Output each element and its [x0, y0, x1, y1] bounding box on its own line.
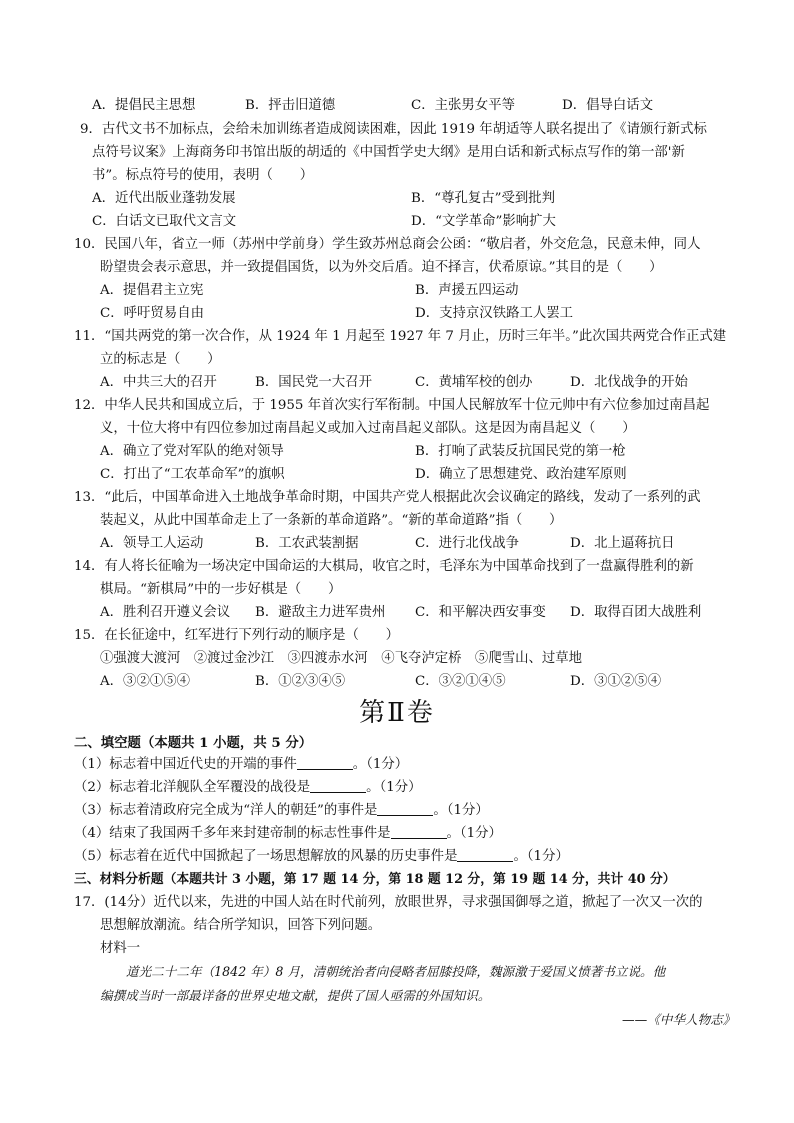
q15-option-a: A．③②①⑤④: [100, 674, 191, 689]
q13-stem-line-2: 装起义，从此中国革命走上了一条新的革命道路”。“新的革命道路”指（ ）: [100, 513, 563, 528]
q14-option-c: C．和平解决西安事变: [415, 605, 546, 620]
fill-heading: 二、填空题（本题共 1 小题，共 5 分）: [74, 735, 313, 751]
material-source: ——《中华人物志》: [622, 1012, 736, 1027]
q9-option-d: D．“文学革命”影响扩大: [411, 214, 556, 229]
fill-item-2: [74, 778, 422, 798]
q8-option-a: A．提倡民主思想: [92, 98, 196, 113]
q11-stem-line-1: 11．“国共两党的第一次合作，从 1924 年 1 月起至 1927 年 7 月止，历时三年半。”此次国共两党合作正式建: [74, 329, 727, 344]
q15-stem-line-2: ①强渡大渡河 ②渡过金沙江 ③四渡赤水河 ④飞夺泸定桥 ⑤爬雪山、过草地: [100, 651, 583, 666]
q14-option-d: D．取得百团大战胜利: [570, 605, 702, 620]
answer-blank-4[interactable]: [391, 824, 447, 839]
fill-item-5-score: 。（1分）: [513, 849, 569, 864]
material-line-2: 编撰成当时一部最详备的世界史地文献，提供了国人亟需的外国知识。: [100, 988, 491, 1003]
q9-stem-line-2: 点符号议案》上海商务印书馆出版的胡适的《中国哲学史大纲》是用白话和新式标点写作的第一部'新: [92, 145, 685, 160]
q12-option-b: B．打响了武装反抗国民党的第一枪: [415, 444, 626, 459]
answer-blank-2[interactable]: [310, 778, 366, 793]
fill-item-1: [74, 755, 408, 775]
q15-option-b: B．①②③④⑤: [255, 674, 346, 689]
q13-option-c: C．进行北伐战争: [415, 536, 519, 551]
q15-stem-line-1: 15．在长征途中，红军进行下列行动的顺序是（ ）: [74, 628, 400, 643]
q8-option-b: B．抨击旧道德: [245, 98, 336, 113]
fill-item-1-text: （1）标志着中国近代史的开端的事件: [74, 757, 297, 772]
q14-stem-line-2: 棋局。“新棋局”中的一步好棋是（ ）: [100, 582, 342, 597]
fill-item-2-text: （2）标志着北洋舰队全军覆没的战役是: [74, 780, 311, 795]
q9-stem-line-3: 书”。标点符号的使用，表明（ ）: [92, 168, 314, 183]
q10-option-c: C．呼吁贸易自由: [100, 306, 204, 321]
q10-option-d: D．支持京汉铁路工人罢工: [415, 306, 574, 321]
answer-blank-1[interactable]: [297, 755, 353, 770]
answer-blank-3[interactable]: [377, 801, 433, 816]
q10-option-a: A．提倡君主立宪: [100, 283, 204, 298]
q8-option-c: C．主张男女平等: [411, 98, 515, 113]
q17-stem-line-1: 17．(14分）近代以来，先进的中国人站在时代前列，放眼世界，寻求强国御辱之道，掀起了一次又一次的: [74, 895, 703, 910]
q14-stem-line-1: 14．有人将长征喻为一场决定中国命运的大棋局，收官之时，毛泽东为中国革命找到了一盘赢得胜利的新: [74, 559, 694, 574]
q13-stem-line-1: 13．“此后，中国革命进入土地战争革命时期，中国共产党人根据此次会议确定的路线，发动了一系列的武: [74, 490, 701, 505]
fill-item-4-text: （4）结束了我国两千多年来封建帝制的标志性事件是: [74, 826, 391, 841]
q9-option-c: C．白话文已取代文言文: [92, 214, 237, 229]
q12-option-a: A．确立了党对军队的绝对领导: [100, 444, 284, 459]
material-label: 材料一: [100, 941, 141, 956]
q10-stem-line-1: 10．民国八年，省立一师（苏州中学前身）学生致苏州总商会公函：“敬启者，外交危急，民意未伸，同人: [74, 237, 701, 252]
answer-blank-5[interactable]: [457, 847, 513, 862]
q15-option-d: D．③①②⑤④: [570, 674, 662, 689]
fill-item-1-score: 。（1分）: [352, 757, 409, 772]
q11-option-b: B．国民党一大召开: [255, 375, 372, 390]
fill-item-3: [74, 801, 489, 821]
q9-stem-line-1: 9．古代文书不加标点，会给未加训练者造成阅读困难，因此 1919 年胡适等人联名提出了《请颁行新式标: [80, 122, 707, 137]
material-line-1: 道光二十二年（1842 年）8 月，清朝统治者向侵略者屈膝投降，魏源激于爱国义愤著书立说。他: [126, 964, 666, 979]
q17-stem-line-2: 思想解放潮流。结合所学知识，回答下列问题。: [100, 918, 382, 933]
q12-stem-line-1: 12．中华人民共和国成立后，于 1955 年首次实行军衔制。中国人民解放军十位元帅中有六位参加过南昌起: [74, 398, 710, 413]
q13-option-d: D．北上逼蒋抗日: [570, 536, 675, 551]
q11-option-c: C．黄埔军校的创办: [415, 375, 533, 390]
fill-item-5: [74, 847, 569, 867]
q14-option-b: B．避敌主力进军贵州: [255, 605, 386, 620]
q9-option-a: A．近代出版业蓬勃发展: [92, 191, 236, 206]
q12-stem-line-2: 义，十位大将中有四位参加过南昌起义或加入过南昌起义部队。这是因为南昌起义（ ）: [100, 421, 636, 436]
fill-item-4: [74, 824, 502, 844]
fill-item-2-score: 。（1分）: [366, 780, 422, 795]
q13-option-b: B．工农武装割据: [255, 536, 359, 551]
q10-stem-line-2: 盼望贵会表示意思，并一致提倡国货，以为外交后盾。迫不择言，伏希原谅。”其目的是（ ）: [100, 260, 663, 275]
section-2-title: 第Ⅱ卷: [359, 698, 435, 728]
q11-option-a: A．中共三大的召开: [100, 375, 217, 390]
q12-option-c: C．打出了“工农革命军”的旗帜: [100, 467, 285, 482]
fill-item-3-text: （3）标志着清政府完全成为“洋人的朝廷”的事件是: [74, 803, 378, 818]
q8-option-d: D．倡导白话文: [562, 98, 654, 113]
q14-option-a: A．胜利召开遵义会议: [100, 605, 231, 620]
q10-option-b: B．声援五四运动: [415, 283, 519, 298]
q13-option-a: A．领导工人运动: [100, 536, 204, 551]
q9-option-b: B．“尊孔复古”受到批判: [411, 191, 556, 206]
q15-option-c: C．③②①④⑤: [415, 674, 506, 689]
q11-option-d: D．北伐战争的开始: [570, 375, 688, 390]
q11-stem-line-2: 立的标志是（ ）: [100, 352, 221, 367]
analysis-heading: 三、材料分析题（本题共计 3 小题，第 17 题 14 分，第 18 题 12 分，第 19 题 14 分，共计 40 分）: [74, 872, 676, 887]
fill-item-5-text: （5）标志着在近代中国掀起了一场思想解放的风暴的历史事件是: [74, 849, 458, 864]
q12-option-d: D．确立了思想建党、政治建军原则: [415, 467, 627, 482]
fill-item-4-score: 。（1分）: [446, 826, 502, 841]
fill-item-3-score: 。（1分）: [433, 803, 489, 818]
